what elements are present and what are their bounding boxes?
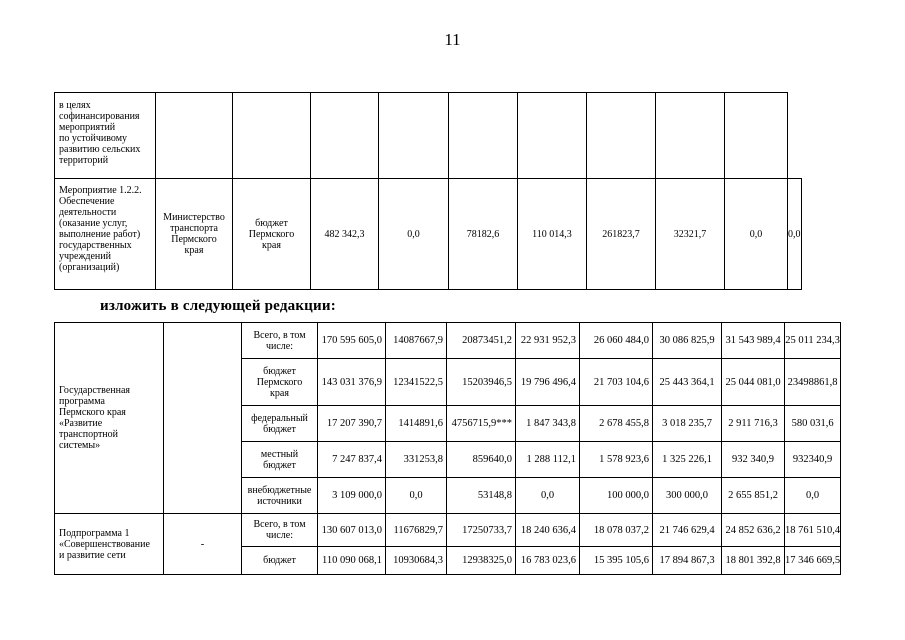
- value-cell: 0,0: [725, 179, 788, 290]
- funding-source-cell: бюджет Пермского края: [233, 179, 311, 290]
- value-cell: 24 852 636,2: [722, 514, 785, 547]
- value-cell: 3 109 000,0: [318, 478, 386, 514]
- value-cell: 53148,8: [447, 478, 516, 514]
- value-cell: 78182,6: [449, 179, 518, 290]
- value-cell: 1 578 923,6: [580, 442, 653, 478]
- funding-source-cell: бюджет: [242, 547, 318, 575]
- subprogram-name-cell: Подпрограмма 1 «Совершенствование и развитие сети: [55, 514, 164, 575]
- funding-source-cell: Всего, в том числе:: [242, 514, 318, 547]
- value-cell: 31 543 989,4: [722, 323, 785, 359]
- value-cell: 19 796 496,4: [516, 359, 580, 406]
- value-cell: 14087667,9: [386, 323, 447, 359]
- empty-cell: [379, 93, 449, 179]
- value-cell: 21 746 629,4: [653, 514, 722, 547]
- value-cell: 1 325 226,1: [653, 442, 722, 478]
- value-cell: 12938325,0: [447, 547, 516, 575]
- value-cell: 331253,8: [386, 442, 447, 478]
- value-cell: 100 000,0: [580, 478, 653, 514]
- value-cell: 143 031 376,9: [318, 359, 386, 406]
- previous-edition-table: [54, 92, 802, 290]
- program-name-cell: Государственная программа Пермского края «Развитие транспортной системы»: [55, 323, 164, 514]
- empty-cell: [311, 93, 379, 179]
- value-cell: 0,0: [516, 478, 580, 514]
- value-cell: 26 060 484,0: [580, 323, 653, 359]
- funding-source-cell: Всего, в том числе:: [242, 323, 318, 359]
- empty-cell: [156, 93, 233, 179]
- value-cell: 32321,7: [656, 179, 725, 290]
- measure-name-cell: Мероприятие 1.2.2. Обеспечение деятельности (оказание услуг, выполнение работ) государственных учреждений (организаций): [55, 179, 156, 290]
- executor-cell: Министерство транспорта Пермского края: [156, 179, 233, 290]
- value-cell: 17 207 390,7: [318, 406, 386, 442]
- value-cell: 23498861,8: [785, 359, 841, 406]
- value-cell: 1 847 343,8: [516, 406, 580, 442]
- value-cell: 0,0: [386, 478, 447, 514]
- value-cell: 110 014,3: [518, 179, 587, 290]
- value-cell: 130 607 013,0: [318, 514, 386, 547]
- executor-cell: -: [164, 514, 242, 575]
- value-cell: 261823,7: [587, 179, 656, 290]
- value-cell: 482 342,3: [311, 179, 379, 290]
- value-cell: 1 288 112,1: [516, 442, 580, 478]
- value-cell: 16 783 023,6: [516, 547, 580, 575]
- value-cell: 0,0: [788, 179, 802, 290]
- funding-source-cell: местный бюджет: [242, 442, 318, 478]
- section-heading: изложить в следующей редакции:: [100, 298, 336, 314]
- value-cell: 3 018 235,7: [653, 406, 722, 442]
- value-cell: 11676829,7: [386, 514, 447, 547]
- new-edition-table: [54, 322, 841, 575]
- value-cell: 170 595 605,0: [318, 323, 386, 359]
- value-cell: 932 340,9: [722, 442, 785, 478]
- funding-source-cell: федеральный бюджет: [242, 406, 318, 442]
- value-cell: 17 894 867,3: [653, 547, 722, 575]
- value-cell: 0,0: [379, 179, 449, 290]
- value-cell: 15203946,5: [447, 359, 516, 406]
- value-cell: 30 086 825,9: [653, 323, 722, 359]
- empty-cell: [656, 93, 725, 179]
- empty-cell: [233, 93, 311, 179]
- empty-cell: [449, 93, 518, 179]
- value-cell: 18 240 636,4: [516, 514, 580, 547]
- value-cell: 17250733,7: [447, 514, 516, 547]
- value-cell: 110 090 068,1: [318, 547, 386, 575]
- value-cell: 300 000,0: [653, 478, 722, 514]
- value-cell: 22 931 952,3: [516, 323, 580, 359]
- value-cell: 4756715,9***: [447, 406, 516, 442]
- funding-source-cell: внебюджетные источники: [242, 478, 318, 514]
- value-cell: 580 031,6: [785, 406, 841, 442]
- value-cell: 932340,9: [785, 442, 841, 478]
- value-cell: 7 247 837,4: [318, 442, 386, 478]
- value-cell: 2 678 455,8: [580, 406, 653, 442]
- funding-source-cell: бюджет Пермского края: [242, 359, 318, 406]
- value-cell: 18 801 392,8: [722, 547, 785, 575]
- value-cell: 0,0: [785, 478, 841, 514]
- empty-cell: [725, 93, 788, 179]
- value-cell: 25 011 234,3: [785, 323, 841, 359]
- value-cell: 18 761 510,4: [785, 514, 841, 547]
- value-cell: 15 395 105,6: [580, 547, 653, 575]
- value-cell: 859640,0: [447, 442, 516, 478]
- value-cell: 1414891,6: [386, 406, 447, 442]
- value-cell: 2 655 851,2: [722, 478, 785, 514]
- value-cell: 20873451,2: [447, 323, 516, 359]
- value-cell: 2 911 716,3: [722, 406, 785, 442]
- value-cell: 18 078 037,2: [580, 514, 653, 547]
- empty-cell: [518, 93, 587, 179]
- executor-cell: [164, 323, 242, 514]
- empty-cell: [587, 93, 656, 179]
- value-cell: 25 044 081,0: [722, 359, 785, 406]
- value-cell: 25 443 364,1: [653, 359, 722, 406]
- value-cell: 21 703 104,6: [580, 359, 653, 406]
- value-cell: 10930684,3: [386, 547, 447, 575]
- value-cell: 17 346 669,5: [785, 547, 841, 575]
- row-description-cell: в целях софинансирования мероприятий по устойчивому развитию сельских территорий: [55, 93, 156, 179]
- page-number: 11: [444, 30, 461, 49]
- value-cell: 12341522,5: [386, 359, 447, 406]
